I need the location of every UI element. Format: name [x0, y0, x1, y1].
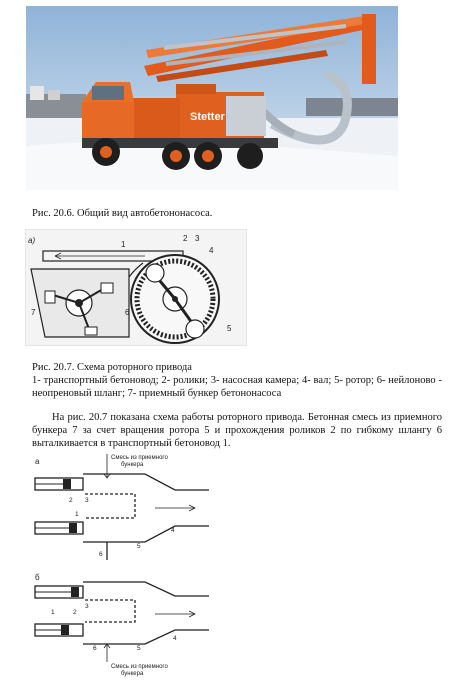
b-label-3: 3 — [85, 603, 89, 610]
schematic-label-5: 5 — [227, 324, 232, 333]
truck-brand-logo: Stetter — [190, 111, 225, 123]
a-label-5: 5 — [137, 543, 141, 550]
figure-20-7-legend: 1- транспортный бетоновод; 2- ролики; 3- насосная камера; 4- вал; 5- ротор; 6- нейлоново - неопреновый шланг; 7- приемный бункер бетононасоса — [32, 375, 442, 399]
b-label-2: 2 — [73, 609, 77, 616]
rotor-drive-schematic — [25, 229, 247, 346]
panel-label-a-bottom: а — [35, 457, 40, 466]
schematic-label-4: 4 — [209, 246, 214, 255]
schematic-label-3: 3 — [195, 234, 200, 243]
top-mix-label-line2: бункера — [121, 462, 144, 468]
bottom-mix-label-line2: бункера — [121, 671, 144, 677]
a-label-2: 2 — [69, 497, 73, 504]
schematic-label-7: 7 — [31, 308, 36, 317]
schematic-label-6: 6 — [125, 308, 130, 317]
concrete-pump-truck-photo — [26, 6, 398, 190]
schematic-label-2: 2 — [183, 234, 188, 243]
b-label-4: 4 — [173, 635, 177, 642]
truck-illustration — [26, 6, 398, 190]
panel-label-a: а) — [28, 236, 36, 245]
b-label-1: 1 — [51, 609, 55, 616]
panel-label-b-bottom: б — [35, 573, 40, 582]
schematic-label-1: 1 — [121, 240, 126, 249]
body-paragraph: На рис. 20.7 показана схема работы роторного привода. Бетонная смесь из приемного бункера 7 за счет вращения ротора 5 и прохождения роликов 2 по гибкому шлангу 6 выталкивается в транспортный бетоновод 1. — [32, 412, 442, 449]
b-label-6: 6 — [93, 645, 97, 652]
b-label-5: 5 — [137, 645, 141, 652]
a-label-6: 6 — [99, 551, 103, 558]
figure-20-6-caption: Рис. 20.6. Общий вид автобетононасоса. — [32, 208, 213, 219]
a-label-3: 3 — [85, 497, 89, 504]
bottom-mix-label-line1: Смесь из приемного — [111, 664, 168, 670]
figure-20-7-caption: Рис. 20.7. Схема роторного привода — [32, 362, 192, 373]
a-label-4: 4 — [171, 527, 175, 534]
top-mix-label-line1: Смесь из приемного — [111, 455, 168, 461]
piston-pump-schematic — [25, 450, 215, 678]
a-label-1: 1 — [75, 511, 79, 518]
